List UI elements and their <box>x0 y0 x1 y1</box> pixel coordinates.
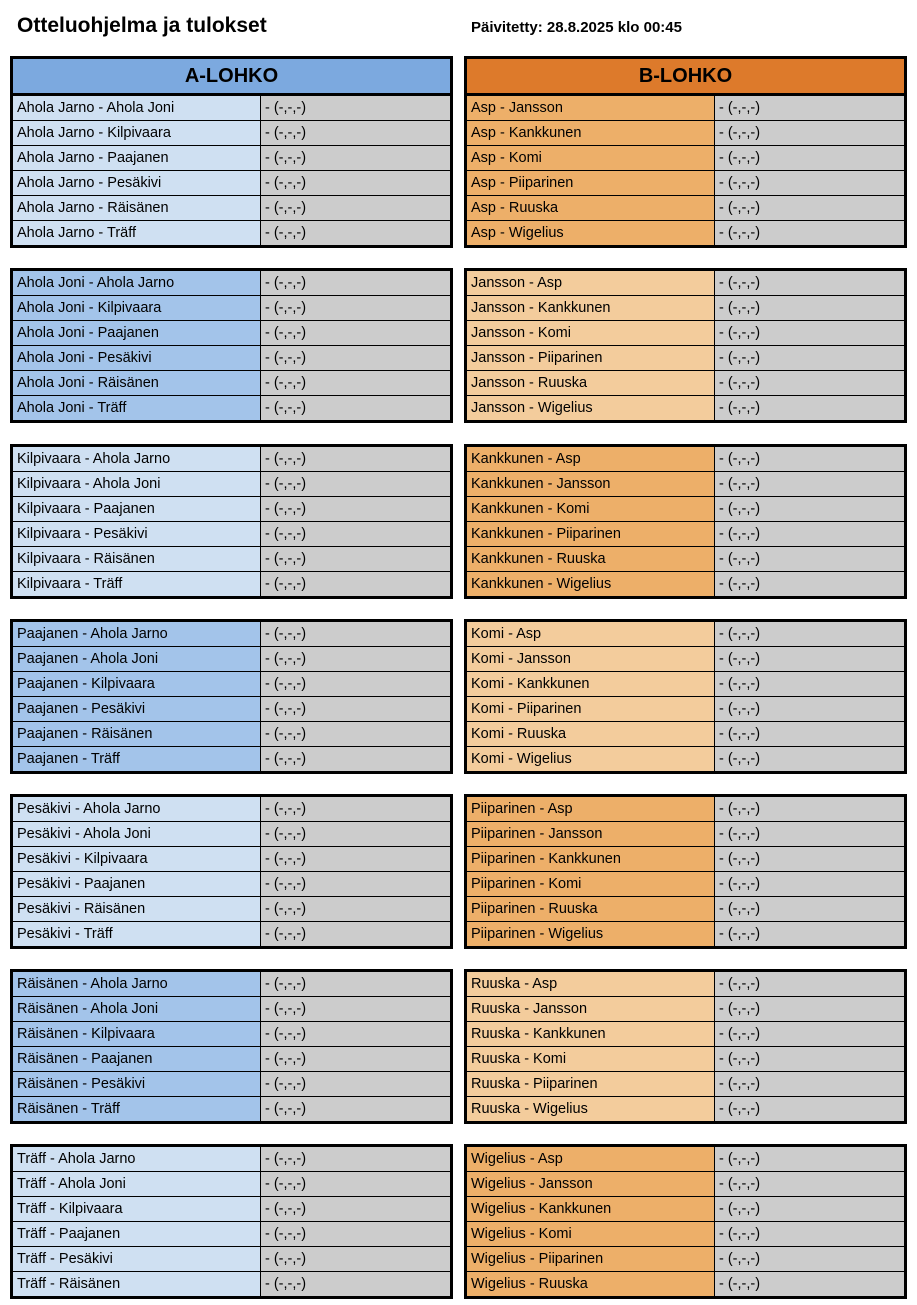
match-score: - (-,-,-) <box>715 1272 904 1296</box>
match-name: Kankkunen - Ruuska <box>467 547 714 571</box>
match-row <box>13 1022 450 1046</box>
match-row <box>467 897 904 921</box>
match-group <box>10 1144 453 1299</box>
match-score: - (-,-,-) <box>715 1097 904 1121</box>
match-row <box>467 697 904 721</box>
match-score: - (-,-,-) <box>261 872 450 896</box>
match-row <box>13 121 450 145</box>
match-name: Wigelius - Kankkunen <box>467 1197 714 1221</box>
match-score: - (-,-,-) <box>715 346 904 370</box>
match-row <box>467 196 904 220</box>
match-score: - (-,-,-) <box>261 472 450 496</box>
match-name: Asp - Wigelius <box>467 221 714 245</box>
match-score: - (-,-,-) <box>715 747 904 771</box>
match-name: Träff - Paajanen <box>13 1222 260 1246</box>
match-row <box>13 747 450 771</box>
match-score: - (-,-,-) <box>715 1197 904 1221</box>
match-score: - (-,-,-) <box>261 346 450 370</box>
match-name: Räisänen - Ahola Joni <box>13 997 260 1021</box>
match-score: - (-,-,-) <box>715 121 904 145</box>
updated-timestamp: Päivitetty: 28.8.2025 klo 00:45 <box>471 19 682 36</box>
match-name: Ahola Joni - Paajanen <box>13 321 260 345</box>
match-name: Kilpivaara - Pesäkivi <box>13 522 260 546</box>
match-score: - (-,-,-) <box>715 171 904 195</box>
match-score: - (-,-,-) <box>715 797 904 821</box>
match-row <box>467 847 904 871</box>
match-row <box>467 822 904 846</box>
match-score: - (-,-,-) <box>261 221 450 245</box>
match-row <box>467 1047 904 1071</box>
match-name: Ruuska - Jansson <box>467 997 714 1021</box>
match-score: - (-,-,-) <box>261 447 450 471</box>
page-title: Otteluohjelma ja tulokset <box>17 14 267 37</box>
match-name: Komi - Piiparinen <box>467 697 714 721</box>
match-row <box>467 997 904 1021</box>
match-row <box>13 1147 450 1171</box>
match-name: Piiparinen - Kankkunen <box>467 847 714 871</box>
match-row <box>467 271 904 295</box>
match-row <box>13 997 450 1021</box>
match-name: Wigelius - Komi <box>467 1222 714 1246</box>
match-group <box>464 268 907 423</box>
match-row <box>467 396 904 420</box>
match-score: - (-,-,-) <box>261 847 450 871</box>
match-row <box>467 221 904 245</box>
match-name: Träff - Ahola Jarno <box>13 1147 260 1171</box>
match-name: Komi - Asp <box>467 622 714 646</box>
match-row <box>13 296 450 320</box>
match-score: - (-,-,-) <box>715 1172 904 1196</box>
match-group <box>464 619 907 774</box>
match-row <box>467 96 904 120</box>
match-group <box>464 1144 907 1299</box>
match-score: - (-,-,-) <box>261 1022 450 1046</box>
match-score: - (-,-,-) <box>261 1197 450 1221</box>
match-score: - (-,-,-) <box>715 972 904 996</box>
match-row <box>13 697 450 721</box>
match-score: - (-,-,-) <box>715 697 904 721</box>
match-row <box>467 121 904 145</box>
match-row <box>13 797 450 821</box>
match-row <box>467 747 904 771</box>
match-score: - (-,-,-) <box>715 672 904 696</box>
match-name: Piiparinen - Komi <box>467 872 714 896</box>
match-name: Ahola Jarno - Pesäkivi <box>13 171 260 195</box>
match-name: Räisänen - Ahola Jarno <box>13 972 260 996</box>
match-name: Ahola Jarno - Träff <box>13 221 260 245</box>
match-score: - (-,-,-) <box>261 722 450 746</box>
match-row <box>467 321 904 345</box>
match-score: - (-,-,-) <box>715 1022 904 1046</box>
match-name: Asp - Piiparinen <box>467 171 714 195</box>
match-name: Wigelius - Jansson <box>467 1172 714 1196</box>
match-row <box>13 96 450 120</box>
match-name: Jansson - Kankkunen <box>467 296 714 320</box>
match-group <box>464 969 907 1124</box>
match-score: - (-,-,-) <box>261 497 450 521</box>
match-row <box>467 1072 904 1096</box>
match-score: - (-,-,-) <box>715 396 904 420</box>
match-score: - (-,-,-) <box>715 472 904 496</box>
match-score: - (-,-,-) <box>715 447 904 471</box>
match-name: Wigelius - Ruuska <box>467 1272 714 1296</box>
match-score: - (-,-,-) <box>261 622 450 646</box>
match-name: Pesäkivi - Ahola Joni <box>13 822 260 846</box>
match-name: Kankkunen - Jansson <box>467 472 714 496</box>
match-name: Räisänen - Kilpivaara <box>13 1022 260 1046</box>
match-group <box>10 268 453 423</box>
match-name: Paajanen - Ahola Joni <box>13 647 260 671</box>
group-b-header: B-LOHKO <box>464 56 907 96</box>
match-row <box>13 622 450 646</box>
match-name: Pesäkivi - Paajanen <box>13 872 260 896</box>
match-name: Wigelius - Asp <box>467 1147 714 1171</box>
match-name: Jansson - Piiparinen <box>467 346 714 370</box>
match-row <box>467 972 904 996</box>
match-group <box>464 794 907 949</box>
match-name: Ahola Joni - Räisänen <box>13 371 260 395</box>
match-row <box>13 872 450 896</box>
match-name: Paajanen - Pesäkivi <box>13 697 260 721</box>
match-score: - (-,-,-) <box>715 722 904 746</box>
match-row <box>467 1222 904 1246</box>
match-score: - (-,-,-) <box>715 847 904 871</box>
match-score: - (-,-,-) <box>715 371 904 395</box>
match-score: - (-,-,-) <box>261 371 450 395</box>
match-name: Pesäkivi - Kilpivaara <box>13 847 260 871</box>
match-name: Kankkunen - Wigelius <box>467 572 714 596</box>
match-score: - (-,-,-) <box>715 997 904 1021</box>
match-name: Kilpivaara - Träff <box>13 572 260 596</box>
match-row <box>467 647 904 671</box>
match-row <box>467 371 904 395</box>
match-name: Ruuska - Komi <box>467 1047 714 1071</box>
match-name: Asp - Ruuska <box>467 196 714 220</box>
match-row <box>13 647 450 671</box>
match-score: - (-,-,-) <box>715 196 904 220</box>
match-score: - (-,-,-) <box>715 622 904 646</box>
match-name: Kankkunen - Komi <box>467 497 714 521</box>
match-name: Komi - Jansson <box>467 647 714 671</box>
match-name: Asp - Kankkunen <box>467 121 714 145</box>
match-row <box>467 1272 904 1296</box>
match-row <box>13 472 450 496</box>
match-score: - (-,-,-) <box>261 1047 450 1071</box>
match-row <box>13 547 450 571</box>
match-score: - (-,-,-) <box>261 747 450 771</box>
match-row <box>467 1247 904 1271</box>
match-group <box>10 794 453 949</box>
match-score: - (-,-,-) <box>715 96 904 120</box>
match-row <box>467 447 904 471</box>
match-score: - (-,-,-) <box>261 296 450 320</box>
match-score: - (-,-,-) <box>261 972 450 996</box>
match-score: - (-,-,-) <box>715 1072 904 1096</box>
match-score: - (-,-,-) <box>261 897 450 921</box>
match-name: Ahola Joni - Träff <box>13 396 260 420</box>
match-score: - (-,-,-) <box>715 271 904 295</box>
match-score: - (-,-,-) <box>261 672 450 696</box>
match-score: - (-,-,-) <box>261 997 450 1021</box>
match-name: Ahola Jarno - Kilpivaara <box>13 121 260 145</box>
match-score: - (-,-,-) <box>715 522 904 546</box>
match-name: Ruuska - Piiparinen <box>467 1072 714 1096</box>
match-name: Kilpivaara - Räisänen <box>13 547 260 571</box>
match-score: - (-,-,-) <box>261 271 450 295</box>
match-name: Ahola Joni - Kilpivaara <box>13 296 260 320</box>
match-name: Kankkunen - Asp <box>467 447 714 471</box>
match-name: Träff - Pesäkivi <box>13 1247 260 1271</box>
match-score: - (-,-,-) <box>261 1097 450 1121</box>
match-name: Paajanen - Ahola Jarno <box>13 622 260 646</box>
match-name: Asp - Komi <box>467 146 714 170</box>
match-group <box>10 619 453 774</box>
match-score: - (-,-,-) <box>261 96 450 120</box>
match-name: Ruuska - Wigelius <box>467 1097 714 1121</box>
match-row <box>13 1072 450 1096</box>
match-name: Piiparinen - Jansson <box>467 822 714 846</box>
match-row <box>13 1097 450 1121</box>
match-score: - (-,-,-) <box>715 647 904 671</box>
match-name: Kankkunen - Piiparinen <box>467 522 714 546</box>
group-a-header: A-LOHKO <box>10 56 453 96</box>
match-row <box>467 497 904 521</box>
match-row <box>467 171 904 195</box>
match-name: Pesäkivi - Räisänen <box>13 897 260 921</box>
match-row <box>467 1097 904 1121</box>
match-row <box>467 922 904 946</box>
match-name: Piiparinen - Asp <box>467 797 714 821</box>
match-score: - (-,-,-) <box>261 572 450 596</box>
match-row <box>467 547 904 571</box>
match-row <box>13 346 450 370</box>
match-score: - (-,-,-) <box>261 1172 450 1196</box>
match-row <box>13 1172 450 1196</box>
match-row <box>13 897 450 921</box>
match-row <box>13 196 450 220</box>
match-name: Paajanen - Räisänen <box>13 722 260 746</box>
match-score: - (-,-,-) <box>715 1147 904 1171</box>
match-score: - (-,-,-) <box>261 171 450 195</box>
match-score: - (-,-,-) <box>715 1247 904 1271</box>
match-row <box>467 296 904 320</box>
match-row <box>13 1197 450 1221</box>
match-group <box>10 969 453 1124</box>
match-row <box>13 1272 450 1296</box>
match-score: - (-,-,-) <box>715 572 904 596</box>
match-row <box>13 1222 450 1246</box>
match-row <box>13 722 450 746</box>
match-score: - (-,-,-) <box>715 1222 904 1246</box>
match-name: Träff - Ahola Joni <box>13 1172 260 1196</box>
match-score: - (-,-,-) <box>715 296 904 320</box>
match-score: - (-,-,-) <box>715 497 904 521</box>
match-row <box>467 722 904 746</box>
match-row <box>13 447 450 471</box>
match-score: - (-,-,-) <box>261 1272 450 1296</box>
match-row <box>13 371 450 395</box>
match-score: - (-,-,-) <box>261 822 450 846</box>
match-name: Jansson - Asp <box>467 271 714 295</box>
match-row <box>13 822 450 846</box>
match-row <box>13 847 450 871</box>
match-score: - (-,-,-) <box>261 1222 450 1246</box>
match-row <box>467 1022 904 1046</box>
match-score: - (-,-,-) <box>261 396 450 420</box>
match-name: Ahola Jarno - Ahola Joni <box>13 96 260 120</box>
match-score: - (-,-,-) <box>261 1247 450 1271</box>
match-name: Wigelius - Piiparinen <box>467 1247 714 1271</box>
match-row <box>467 146 904 170</box>
match-name: Kilpivaara - Ahola Joni <box>13 472 260 496</box>
match-score: - (-,-,-) <box>715 922 904 946</box>
match-name: Pesäkivi - Träff <box>13 922 260 946</box>
match-score: - (-,-,-) <box>261 196 450 220</box>
match-name: Kilpivaara - Paajanen <box>13 497 260 521</box>
match-name: Piiparinen - Ruuska <box>467 897 714 921</box>
match-row <box>13 1047 450 1071</box>
match-row <box>467 1172 904 1196</box>
match-name: Ahola Jarno - Paajanen <box>13 146 260 170</box>
match-group <box>10 444 453 599</box>
match-score: - (-,-,-) <box>261 647 450 671</box>
match-name: Ahola Jarno - Räisänen <box>13 196 260 220</box>
match-row <box>467 346 904 370</box>
match-group <box>464 444 907 599</box>
match-group <box>10 96 453 248</box>
match-row <box>467 522 904 546</box>
match-score: - (-,-,-) <box>715 897 904 921</box>
match-row <box>467 572 904 596</box>
match-name: Pesäkivi - Ahola Jarno <box>13 797 260 821</box>
match-row <box>467 872 904 896</box>
match-row <box>13 972 450 996</box>
match-score: - (-,-,-) <box>261 121 450 145</box>
match-row <box>467 622 904 646</box>
match-row <box>13 672 450 696</box>
match-score: - (-,-,-) <box>715 321 904 345</box>
match-row <box>13 146 450 170</box>
match-score: - (-,-,-) <box>715 221 904 245</box>
group-b-column <box>464 56 907 1292</box>
match-name: Asp - Jansson <box>467 96 714 120</box>
match-name: Ruuska - Asp <box>467 972 714 996</box>
match-group <box>464 96 907 248</box>
match-row <box>13 1247 450 1271</box>
match-row <box>467 672 904 696</box>
match-name: Räisänen - Träff <box>13 1097 260 1121</box>
match-score: - (-,-,-) <box>261 146 450 170</box>
match-row <box>467 1197 904 1221</box>
match-row <box>13 572 450 596</box>
match-name: Komi - Wigelius <box>467 747 714 771</box>
match-score: - (-,-,-) <box>715 872 904 896</box>
match-name: Piiparinen - Wigelius <box>467 922 714 946</box>
match-score: - (-,-,-) <box>261 522 450 546</box>
match-row <box>13 522 450 546</box>
match-name: Komi - Kankkunen <box>467 672 714 696</box>
match-row <box>13 321 450 345</box>
match-row <box>467 797 904 821</box>
match-name: Räisänen - Pesäkivi <box>13 1072 260 1096</box>
match-score: - (-,-,-) <box>261 697 450 721</box>
match-score: - (-,-,-) <box>261 1147 450 1171</box>
match-score: - (-,-,-) <box>715 146 904 170</box>
match-name: Ahola Joni - Pesäkivi <box>13 346 260 370</box>
match-score: - (-,-,-) <box>715 547 904 571</box>
group-a-column <box>10 56 453 1292</box>
match-score: - (-,-,-) <box>261 547 450 571</box>
match-name: Komi - Ruuska <box>467 722 714 746</box>
match-name: Paajanen - Kilpivaara <box>13 672 260 696</box>
match-row <box>13 171 450 195</box>
match-score: - (-,-,-) <box>715 1047 904 1071</box>
match-name: Ruuska - Kankkunen <box>467 1022 714 1046</box>
match-name: Jansson - Komi <box>467 321 714 345</box>
match-name: Jansson - Ruuska <box>467 371 714 395</box>
match-row <box>13 922 450 946</box>
match-name: Träff - Kilpivaara <box>13 1197 260 1221</box>
match-score: - (-,-,-) <box>261 922 450 946</box>
match-name: Räisänen - Paajanen <box>13 1047 260 1071</box>
match-score: - (-,-,-) <box>715 822 904 846</box>
match-row <box>13 396 450 420</box>
match-name: Kilpivaara - Ahola Jarno <box>13 447 260 471</box>
match-name: Träff - Räisänen <box>13 1272 260 1296</box>
match-name: Jansson - Wigelius <box>467 396 714 420</box>
match-score: - (-,-,-) <box>261 797 450 821</box>
match-name: Paajanen - Träff <box>13 747 260 771</box>
match-row <box>13 497 450 521</box>
match-score: - (-,-,-) <box>261 321 450 345</box>
match-name: Ahola Joni - Ahola Jarno <box>13 271 260 295</box>
match-row <box>13 271 450 295</box>
match-row <box>467 1147 904 1171</box>
match-score: - (-,-,-) <box>261 1072 450 1096</box>
match-row <box>467 472 904 496</box>
match-row <box>13 221 450 245</box>
